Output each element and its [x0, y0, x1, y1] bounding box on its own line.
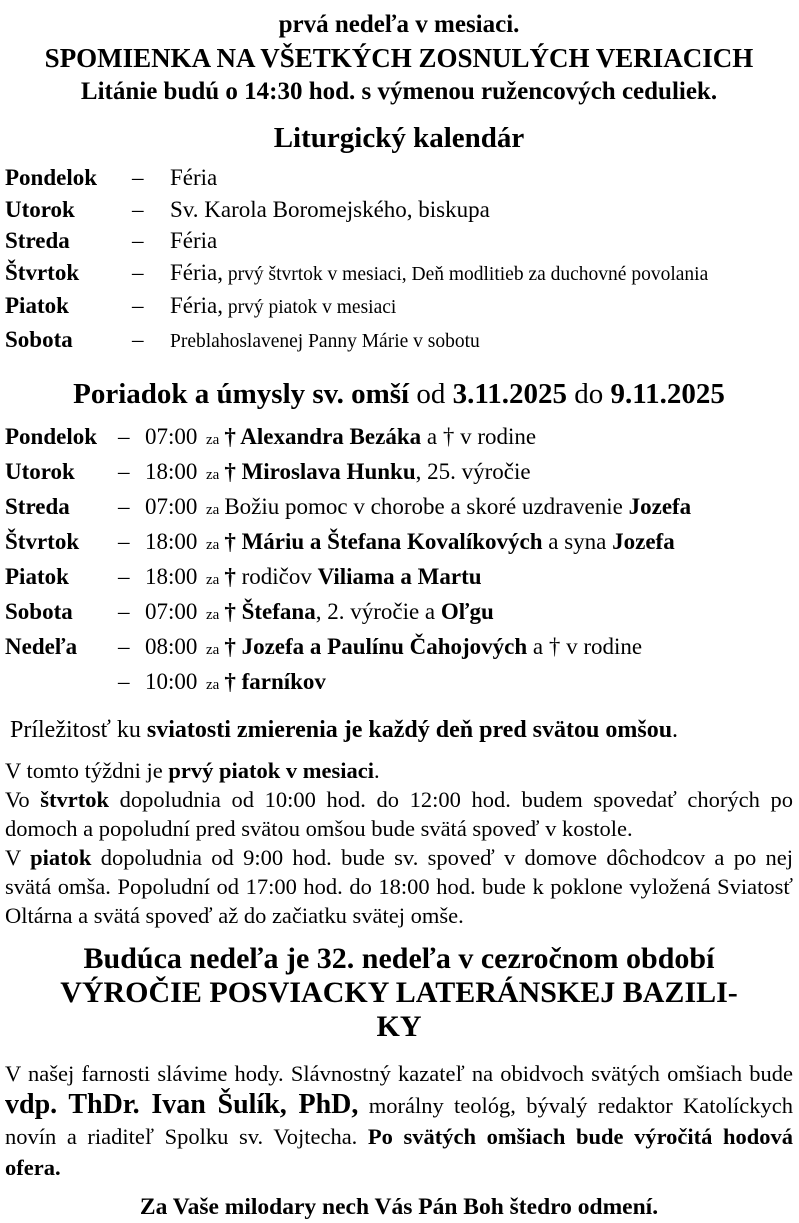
hody-paragraph: V našej farnosti slávime hody. Slávnostný kazateľ na obidvoch svätých omšiach bude vdp. ThDr. Ivan Šulík, PhD, morálny teológ, bývalý redaktor Katolíckych novín a riaditeľ Spolku sv. Vojtecha. Po svätých omšiach bude výročitá hodová ofera. — [5, 1061, 794, 1180]
mass-time: 10:00 — [145, 669, 198, 694]
week-note-friday: V piatok dopoludnia od 9:00 hod. bude sv. spoveď v domove dôchodcov a po nej svätá omša. Popoludní od 17:00 hod. do 18:00 hod. bude k poklone vyložená Sviatosť Oltárna a svätá spoveď až do začiatku svätej omše. — [5, 845, 793, 928]
liturgical-calendar — [5, 162, 793, 357]
mass-row — [5, 596, 793, 631]
mass-day: Štvrtok — [5, 529, 80, 554]
dash: – — [132, 196, 144, 222]
mass-schedule-title: Poriadok a úmysly sv. omší od 3.11.2025 do 9.11.2025 — [73, 378, 725, 410]
mass-intention: † rodičov Viliama a Martu — [224, 564, 482, 589]
week-note-thursday: Vo štvrtok dopoludnia od 10:00 hod. do 12:00 hod. budem spovedať chorých po domoch a popoludní pred svätou omšou bude svätá spoveď v kostole. — [5, 787, 793, 841]
dash: – — [132, 326, 144, 352]
za-label: za — [206, 572, 220, 588]
dash: – — [118, 529, 130, 554]
header-line-3: Litánie budú o 14:30 hod. s výmenou ružencových ceduliek. — [80, 78, 718, 105]
calendar-celebration: Féria, prvý piatok v mesiaci — [170, 293, 397, 318]
next-sunday-line-2: VÝROČIE POSVIACKY LATERÁNSKEJ BAZILI- — [60, 976, 738, 1009]
calendar-day: Štvrtok — [5, 259, 80, 285]
dash: – — [132, 259, 144, 285]
next-sunday-line-3: KY — [376, 1010, 422, 1043]
calendar-row — [5, 194, 793, 226]
calendar-row — [5, 324, 793, 358]
footer-thanks: Za Vaše milodary nech Vás Pán Boh štedro odmení. — [139, 1194, 659, 1220]
dash: – — [118, 634, 130, 659]
mass-time: 18:00 — [145, 459, 198, 484]
mass-intention: † Jozefa a Paulínu Čahojových a † v rodine — [224, 634, 643, 659]
confession-note: Príležitosť ku sviatosti zmierenia je každý deň pred svätou omšou. — [10, 717, 679, 743]
dash: – — [132, 165, 144, 190]
week-note-first-friday: V tomto týždni je prvý piatok v mesiaci. — [5, 758, 380, 783]
dash: – — [118, 424, 130, 449]
header-line-2: SPOMIENKA NA VŠETKÝCH ZOSNULÝCH VERIACICH — [44, 43, 754, 73]
dash: – — [118, 669, 130, 694]
calendar-celebration: Preblahoslavenej Panny Márie v sobotu — [170, 330, 480, 352]
mass-day: Nedeľa — [5, 634, 78, 659]
calendar-day: Utorok — [5, 196, 75, 222]
za-label: za — [206, 677, 220, 693]
calendar-row — [5, 257, 793, 291]
mass-row — [5, 526, 793, 561]
mass-day: Piatok — [5, 564, 69, 589]
za-label: za — [206, 467, 220, 483]
mass-row — [5, 561, 793, 596]
mass-intention: † Alexandra Bezáka a † v rodine — [224, 424, 537, 449]
za-label: za — [206, 537, 220, 553]
calendar-day: Streda — [5, 228, 70, 253]
mass-time: 18:00 — [145, 564, 198, 589]
za-label: za — [206, 432, 220, 448]
dash: – — [118, 494, 130, 519]
calendar-celebration: Féria — [170, 165, 218, 190]
mass-intention: Božiu pomoc v chorobe a skoré uzdravenie Jozefa — [224, 494, 692, 519]
mass-time: 08:00 — [145, 634, 198, 659]
mass-row — [5, 631, 793, 666]
mass-row — [5, 421, 793, 456]
mass-time: 18:00 — [145, 529, 198, 554]
liturgical-calendar-title: Liturgický kalendár — [273, 122, 525, 154]
mass-intention: † farníkov — [224, 669, 326, 694]
calendar-celebration: Sv. Karola Boromejského, biskupa — [170, 196, 490, 222]
calendar-row — [5, 290, 793, 324]
mass-row — [5, 456, 793, 491]
mass-schedule — [5, 421, 793, 701]
calendar-day: Pondelok — [5, 165, 98, 190]
dash: – — [118, 564, 130, 589]
mass-day: Streda — [5, 494, 70, 519]
mass-day: Utorok — [5, 459, 75, 484]
dash: – — [132, 293, 144, 318]
mass-intention: † Štefana, 2. výročie a Oľgu — [224, 599, 494, 624]
header-line-1: prvá nedeľa v mesiaci. — [278, 11, 520, 38]
dash: – — [132, 228, 144, 253]
mass-intention: † Máriu a Štefana Kovalíkových a syna Jozefa — [224, 529, 675, 554]
calendar-day: Sobota — [5, 326, 73, 352]
za-label: za — [206, 502, 220, 518]
mass-time: 07:00 — [145, 599, 198, 624]
za-label: za — [206, 642, 220, 658]
mass-day: Pondelok — [5, 424, 98, 449]
calendar-celebration: Féria, prvý štvrtok v mesiaci, Deň modlitieb za duchovné povolania — [170, 259, 709, 285]
dash: – — [118, 459, 130, 484]
calendar-day: Piatok — [5, 293, 69, 318]
mass-time: 07:00 — [145, 424, 198, 449]
mass-time: 07:00 — [145, 494, 198, 519]
calendar-row — [5, 162, 793, 194]
mass-intention: † Miroslava Hunku, 25. výročie — [224, 459, 531, 484]
mass-day: Sobota — [5, 599, 73, 624]
calendar-celebration: Féria — [170, 228, 218, 253]
dash: – — [118, 599, 130, 624]
mass-row — [5, 491, 793, 526]
mass-row — [5, 666, 793, 701]
za-label: za — [206, 607, 220, 623]
calendar-row — [5, 225, 793, 257]
next-sunday-line-1: Budúca nedeľa je 32. nedeľa v cezročnom období — [83, 942, 715, 975]
